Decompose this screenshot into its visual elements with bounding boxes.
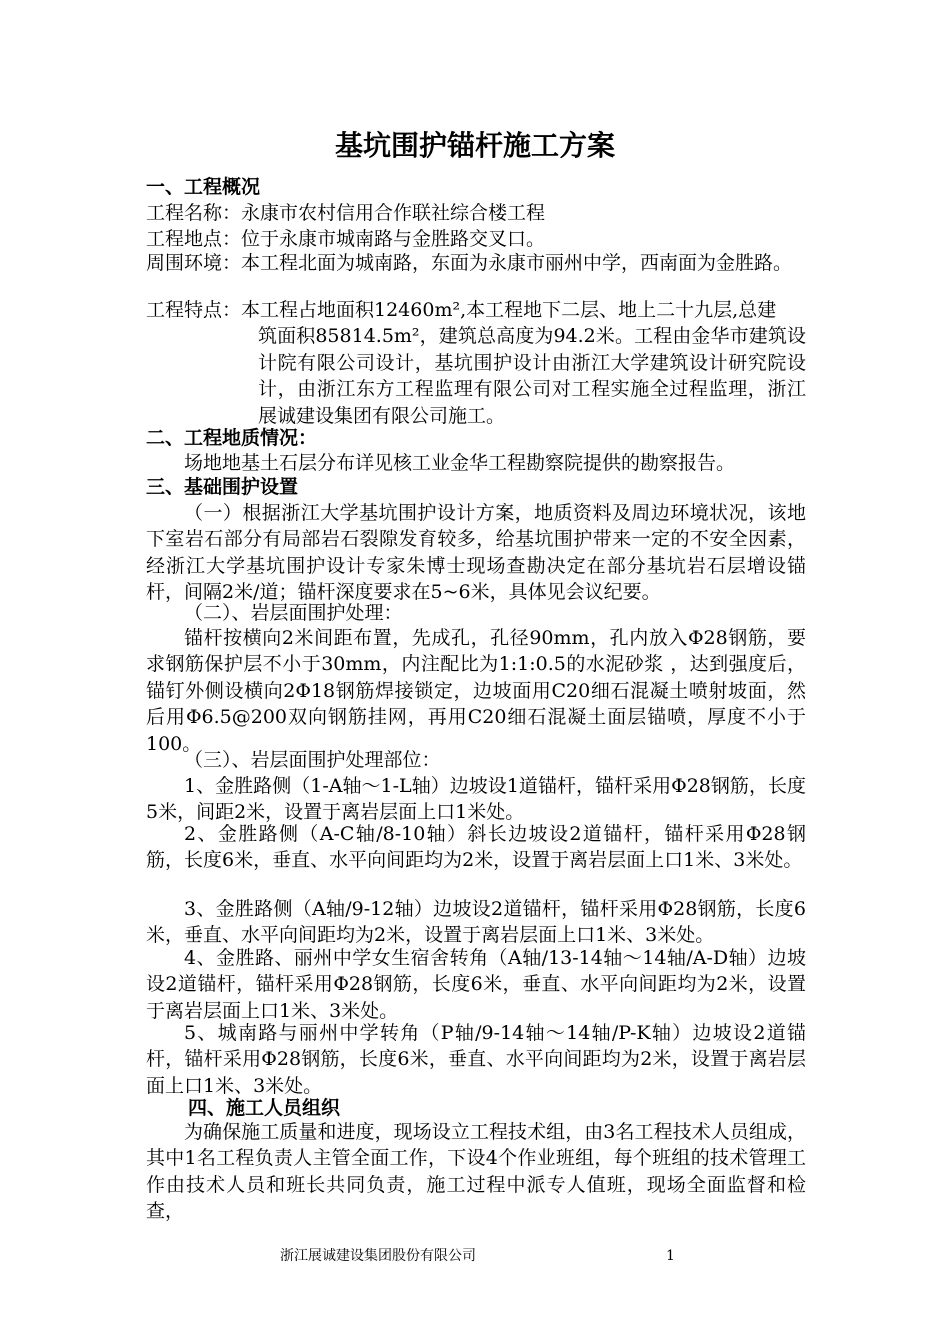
document-title: 基坑围护锚杆施工方案 [334, 129, 615, 162]
location-item-1: 1、金胜路侧（1-A轴～1-L轴）边坡设1道锚杆，锚杆采用Φ28钢筋，长度5米，间距2米，设置于离岩层面上口1米处。 [146, 775, 806, 824]
project-location-line: 工程地点：位于永康市城南路与金胜路交叉口。 [146, 228, 546, 250]
section-heading-foundation: 三、基础围护设置 [146, 476, 299, 498]
project-name-line: 工程名称：永康市农村信用合作联社综合楼工程 [146, 202, 546, 224]
location-item-5: 5、城南路与丽州中学转角（P轴/9-14轴～14轴/P-K轴）边坡设2道锚杆，锚杆采用Φ28钢筋，长度6米，垂直、水平向间距均为2米，设置于离岩层面上口1米、3米处。 [146, 1022, 806, 1097]
project-features-paragraph [146, 297, 806, 429]
staffing-paragraph: 为确保施工质量和进度，现场设立工程技术组，由3名工程技术人员组成，其中1名工程负责人主管全面工作，下设4个作业班组，每个班组的技术管理工作由技术人员和班长共同负责，施工过程中派专人值班，现场全面监督和检查， [146, 1121, 806, 1223]
section-heading-overview: 一、工程概况 [146, 176, 261, 198]
footer-page-number: 1 [666, 1248, 675, 1264]
subheading-treatment-locations: （三）、岩层面围护处理部位： [184, 749, 441, 771]
location-item-4: 4、金胜路、丽州中学女生宿舍转角（A轴/13-14轴～14轴/A-D轴）边坡设2道锚杆，锚杆采用Φ28钢筋，长度6米，垂直、水平向间距均为2米，设置于离岩层面上口1米、3米处。 [146, 947, 806, 1022]
section-heading-geology: 二、工程地质情况： [146, 427, 318, 449]
location-item-3: 3、金胜路侧（A轴/9-12轴）边坡设2道锚杆，锚杆采用Φ28钢筋，长度6米，垂直、水平向间距均为2米，设置于离岩层面上口1米、3米处。 [146, 898, 806, 947]
section-heading-staffing: 四、施工人员组织 [188, 1097, 341, 1119]
location-item-2: 2、金胜路侧（A-C轴/8-10轴）斜长边坡设2道锚杆，锚杆采用Φ28钢筋，长度6米，垂直、水平向间距均为2米，设置于离岩层面上口1米、3米处。 [146, 823, 806, 872]
foundation-paragraph-1: （一）根据浙江大学基坑围护设计方案，地质资料及周边环境状况，该地下室岩石部分有局部岩石裂隙发育较多，给基坑围护带来一定的不安全因素，经浙江大学基坑围护设计专家朱博士现场查勘决定在部分基坑岩石层增设锚杆，间隔2米/道；锚杆深度要求在5~6米，具体见会议纪要。 [146, 502, 806, 604]
geology-paragraph: 场地地基土石层分布详见核工业金华工程勘察院提供的勘察报告。 [184, 452, 736, 474]
project-environment-paragraph: 周围环境：本工程北面为城南路，东面为永康市丽州中学，西南面为金胜路。 [146, 252, 793, 274]
project-features-first-line: 工程特点：本工程占地面积12460m²,本工程地下二层、地上二十九层,总建 [146, 299, 777, 321]
subheading-rock-treatment: （二）、岩层面围护处理： [184, 602, 403, 624]
project-features-rest: 筑面积85814.5m²，建筑总高度为94.2米。工程由金华市建筑设计院有限公司设计，基坑围护设计由浙江大学建筑设计研究院设计，由浙江东方工程监理有限公司对工程实施全过程监理，浙江展诚建设集团有限公司施工。 [258, 325, 806, 427]
footer-company-name: 浙江展诚建设集团股份有限公司 [280, 1248, 476, 1264]
rock-treatment-paragraph: 锚杆按横向2米间距布置，先成孔，孔径90mm，孔内放入Φ28钢筋，要求钢筋保护层不小于30mm，内注配比为1:1:0.5的水泥砂浆 ，达到强度后，锚钉外侧设横向2Φ18钢筋焊接锁定，边坡面用C20细石混凝土喷射坡面，然后用Φ6.5@200双向钢筋挂网，再用C20细石混凝土面层锚喷，厚度不小于100。 [146, 627, 806, 755]
